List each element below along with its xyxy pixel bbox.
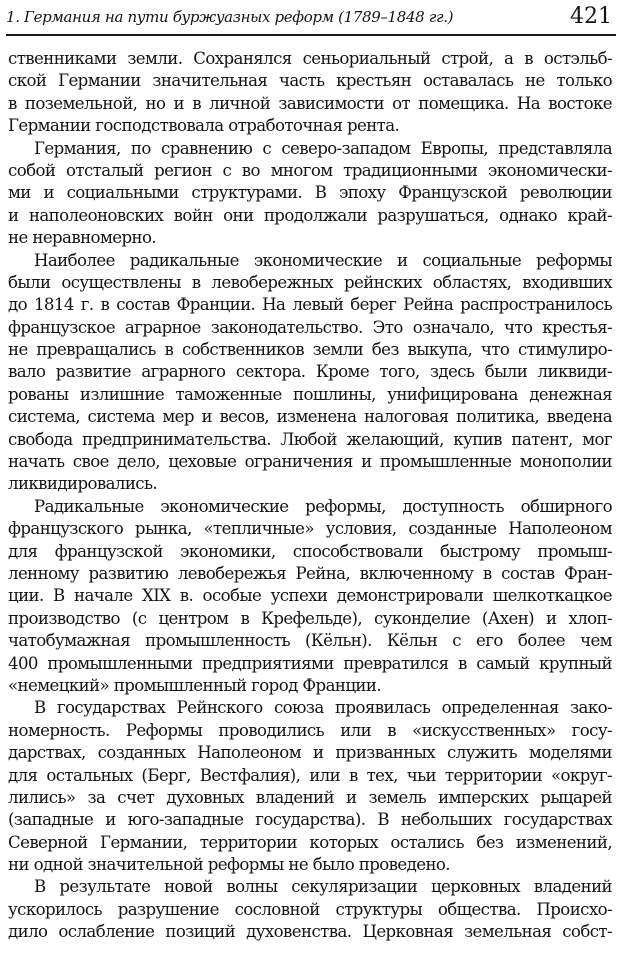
- text-line: были осуществлены в левобережных рейнских областях, входивших: [8, 272, 612, 292]
- text-line: не неравномерно.: [8, 228, 157, 248]
- text-line: ственниками земли. Сохранялся сеньориальный строй, а в остэльб-: [8, 49, 612, 68]
- text-line: 400 промышленными предприятиями превратился в самый крупный: [8, 653, 612, 673]
- text-line: французского рынка, «тепличные» условия, созданные Наполеоном: [8, 519, 612, 539]
- text-line: номерность. Реформы проводились или в «искусственных» госу-: [8, 720, 612, 740]
- text-line: для остальных (Берг, Вестфалия), или в тех, чьи территории «округ-: [8, 765, 612, 785]
- text-line: вало развитие аграрного сектора. Кроме того, здесь были ликвиди-: [8, 362, 612, 382]
- page-number: 421: [570, 4, 612, 29]
- text-line: ской Германии значительная часть крестьян оставалась не только: [8, 71, 612, 91]
- text-line: в поземельной, но и в личной зависимости от помещика. На востоке: [8, 93, 612, 113]
- text-line: ции. В начале XIX в. особые успехи демонстрировали шелкоткацкое: [8, 586, 612, 606]
- text-line: лились» за счет духовных владений и земель имперских рыцарей: [8, 787, 612, 807]
- text-line: Радикальные экономические реформы, доступность обширного: [34, 496, 612, 516]
- text-line: и наполеоновских войн они продолжали разрушаться, однако край-: [8, 205, 612, 225]
- text-line: собой отсталый регион с во многом традиционными экономически-: [8, 160, 612, 180]
- running-head: 1. Германия на пути буржуазных реформ (1789–1848 гг.): [6, 8, 454, 26]
- text-line: французское аграрное законодательство. Это означало, что крестья-: [8, 317, 612, 337]
- body-text: [8, 48, 612, 944]
- text-line: чатобумажная промышленность (Кёльн). Кёльн с его более чем: [8, 631, 612, 651]
- text-line: В государствах Рейнского союза проявилась определенная зако-: [34, 698, 612, 718]
- header-rule: [6, 34, 616, 36]
- text-line: ленному развитию левобережья Рейна, включенному в состав Фран-: [8, 563, 612, 583]
- text-line: В результате новой волны секуляризации церковных владений: [34, 877, 612, 897]
- text-line: Северной Германии, территории которых остались без изменений,: [8, 832, 612, 852]
- text-line: ускорилось разрушение сословной структуры общества. Происхо-: [8, 899, 612, 919]
- text-line: (западные и юго-западные государства). В небольших государствах: [8, 810, 612, 830]
- text-line: начать свое дело, цеховые ограничения и промышленные монополии: [8, 452, 612, 472]
- text-line: система, система мер и весов, изменена налоговая политика, введена: [8, 407, 612, 427]
- page-header: [6, 4, 616, 36]
- text-line: дило ослабление позиций духовенства. Церковная земельная собст-: [8, 922, 612, 942]
- text-line: Наиболее радикальные экономические и социальные реформы: [34, 250, 612, 270]
- text-line: дарствах, созданных Наполеоном и призванных служить моделями: [8, 743, 612, 763]
- text-line: не превращались в собственников земли без выкупа, что стимулиро-: [8, 340, 612, 360]
- text-line: ми и социальными структурами. В эпоху Французской революции: [8, 183, 612, 203]
- text-line: ликвидировались.: [8, 474, 158, 494]
- text-line: производство (с центром в Крефельде), суконделие (Ахен) и хлоп-: [8, 608, 612, 628]
- text-line: рованы излишние таможенные пошлины, унифицирована денежная: [8, 384, 612, 404]
- text-line: до 1814 г. в состав Франции. На левый берег Рейна распространилось: [8, 295, 612, 315]
- text-line: ни одной значительной реформы не было проведено.: [8, 855, 450, 875]
- text-line: для французской экономики, способствовали быстрому промыш-: [8, 541, 612, 561]
- text-line: Германия, по сравнению с северо-западом Европы, представляла: [34, 138, 612, 158]
- text-line: «немецкий» промышленный город Франции.: [8, 675, 381, 695]
- text-line: свобода предпринимательства. Любой желающий, купив патент, мог: [8, 429, 612, 449]
- text-line: Германии господствовала отработочная рента.: [8, 116, 400, 136]
